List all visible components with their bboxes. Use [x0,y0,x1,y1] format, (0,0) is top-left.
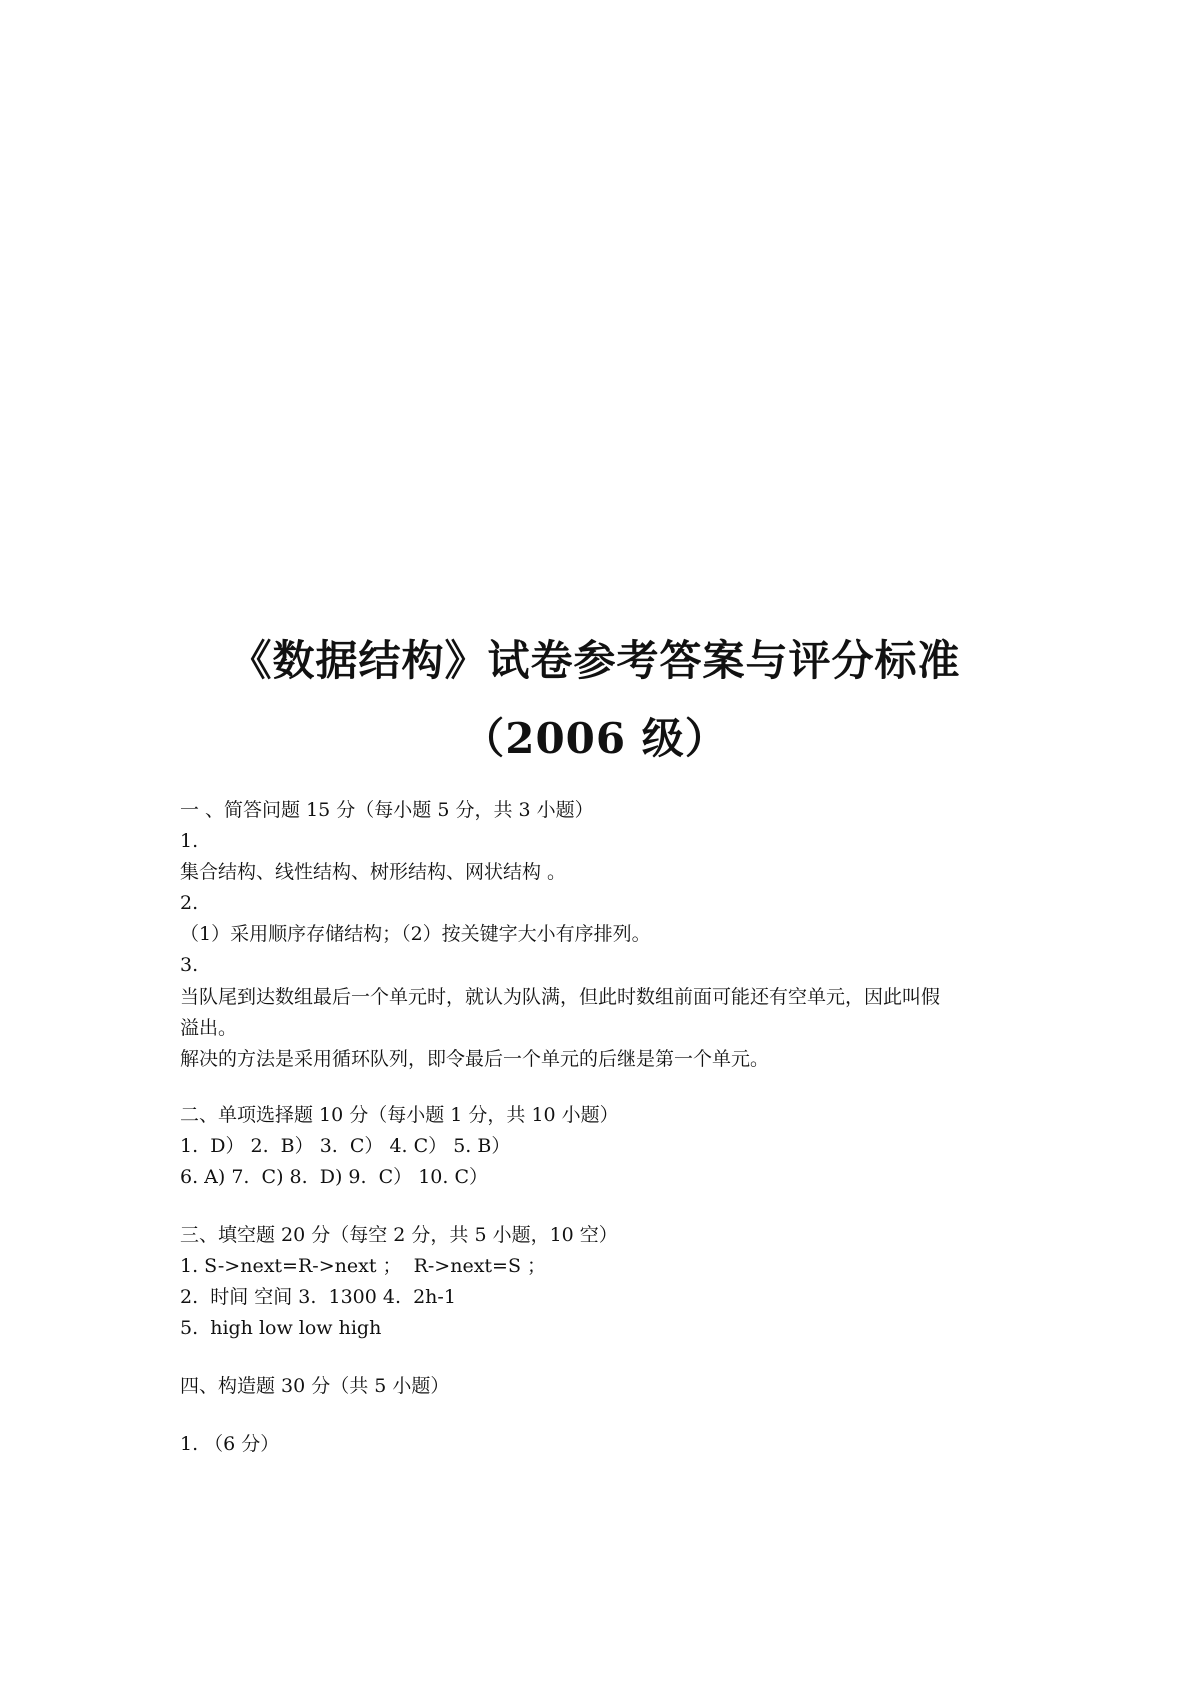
document-title: 《数据结构》试卷参考答案与评分标准 [229,636,961,685]
section1-q3-answer-line3: 解决的方法是采用循环队列，即令最后一个单元的后继是第一个单元。 [180,1048,770,1070]
section3-heading: 三、填空题 20 分（每空 2 分，共 5 小题，10 空） [180,1224,618,1246]
section1-q2-answer: （1）采用顺序存储结构；（2）按关键字大小有序排列。 [180,923,651,945]
section1-q2-number: 2. [180,892,199,914]
section1-q1-answer: 集合结构、线性结构、树形结构、网状结构 。 [180,861,567,883]
section4-heading: 四、构造题 30 分（共 5 小题） [180,1375,450,1397]
section1-heading: 一 、简答问题 15 分（每小题 5 分，共 3 小题） [180,799,594,821]
section3-answers-line1: 1. S->next=R->next ； R->next=S ； [180,1255,547,1277]
document-subtitle: （2006 级） [462,714,728,763]
section1-q3-answer-line2: 溢出。 [180,1017,238,1039]
section3-answers-line3: 5. high low low high [180,1317,382,1339]
section3-answers-line2: 2. 时间 空间 3. 1300 4. 2h-1 [180,1286,456,1308]
section1-q3-answer-line1: 当队尾到达数组最后一个单元时，就认为队满，但此时数组前面可能还有空单元，因此叫假 [180,986,941,1008]
section2-answers-line2: 6. A) 7. C) 8. D) 9. C） 10. C） [180,1166,489,1188]
section4-q1: 1. （6 分） [180,1433,280,1455]
section1-q3-number: 3. [180,954,199,976]
section2-heading: 二、单项选择题 10 分（每小题 1 分，共 10 小题） [180,1104,619,1126]
section1-q1-number: 1. [180,830,199,852]
section2-answers-line1: 1. D） 2. B） 3. C） 4. C） 5. B） [180,1135,511,1157]
